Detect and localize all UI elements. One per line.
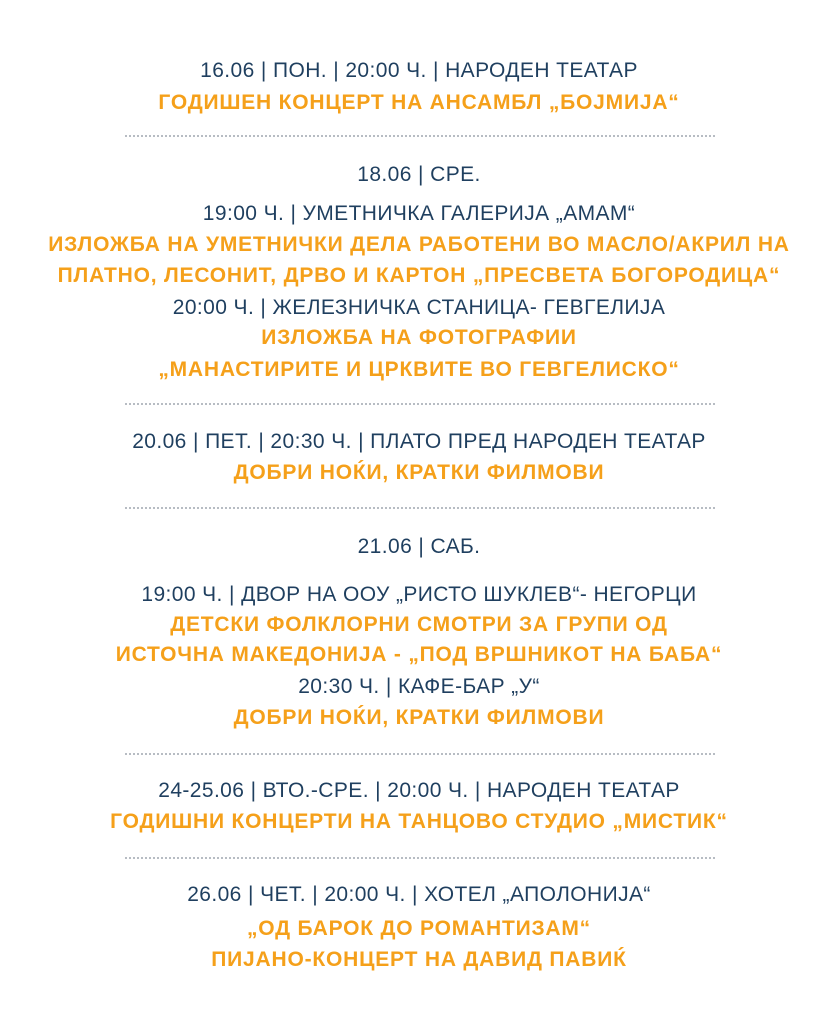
event-meta: 20:30 Ч. | КАФЕ-БАР „У“ <box>298 675 540 698</box>
event-meta: 20.06 | ПЕТ. | 20:30 Ч. | ПЛАТО ПРЕД НАРОДЕН ТЕАТАР <box>132 430 706 453</box>
event-title: ДОБРИ НОЌИ, КРАТКИ ФИЛМОВИ <box>233 461 605 484</box>
event-meta: 24-25.06 | ВТО.-СРЕ. | 20:00 Ч. | НАРОДЕН ТЕАТАР <box>158 779 680 802</box>
event-title: ДОБРИ НОЌИ, КРАТКИ ФИЛМОВИ <box>233 706 605 729</box>
event-meta: 20:00 Ч. | ЖЕЛЕЗНИЧКА СТАНИЦА- ГЕВГЕЛИЈА <box>172 296 666 319</box>
event-title: ИЗЛОЖБА НА ФОТОГРАФИИ <box>261 326 577 349</box>
event-meta: 26.06 | ЧЕТ. | 20:00 Ч. | ХОТЕЛ „АПОЛОНИЈА“ <box>187 883 651 906</box>
event-title: ИСТОЧНА МАКЕДОНИЈА - „ПОД ВРШНИКОТ НА БАБА“ <box>115 643 723 666</box>
dotted-separator <box>125 857 715 859</box>
dotted-separator <box>125 403 715 405</box>
dotted-separator <box>125 753 715 755</box>
dotted-separator <box>125 135 715 137</box>
event-meta: 19:00 Ч. | УМЕТНИЧКА ГАЛЕРИЈА „АМАМ“ <box>202 202 636 225</box>
event-title: ПИЈАНО-КОНЦЕРТ НА ДАВИД ПАВИЌ <box>211 948 627 971</box>
event-title: „ОД БАРОК ДО РОМАНТИЗАМ“ <box>247 917 591 940</box>
event-date: 21.06 | САБ. <box>357 535 481 558</box>
event-title: ИЗЛОЖБА НА УМЕТНИЧКИ ДЕЛА РАБОТЕНИ ВО МАСЛО/АКРИЛ НА <box>48 233 790 256</box>
dotted-separator <box>125 507 715 509</box>
event-title: ГОДИШНИ КОНЦЕРТИ НА ТАНЦОВО СТУДИО „МИСТИК“ <box>110 810 728 833</box>
event-title: ПЛАТНО, ЛЕСОНИТ, ДРВО И КАРТОН „ПРЕСВЕТА БОГОРОДИЦА“ <box>57 264 781 287</box>
event-meta: 16.06 | ПОН. | 20:00 Ч. | НАРОДЕН ТЕАТАР <box>200 59 638 82</box>
event-title: ГОДИШЕН КОНЦЕРТ НА АНСАМБЛ „БОЈМИЈА“ <box>158 91 680 114</box>
event-title: „МАНАСТИРИТЕ И ЦРКВИТЕ ВО ГЕВГЕЛИСКО“ <box>158 358 680 381</box>
event-title: ДЕТСКИ ФОЛКЛОРНИ СМОТРИ ЗА ГРУПИ ОД <box>170 613 668 636</box>
event-meta: 19:00 Ч. | ДВОР НА ООУ „РИСТО ШУКЛЕВ“- НЕГОРЦИ <box>141 583 697 606</box>
event-date: 18.06 | СРЕ. <box>357 163 481 186</box>
